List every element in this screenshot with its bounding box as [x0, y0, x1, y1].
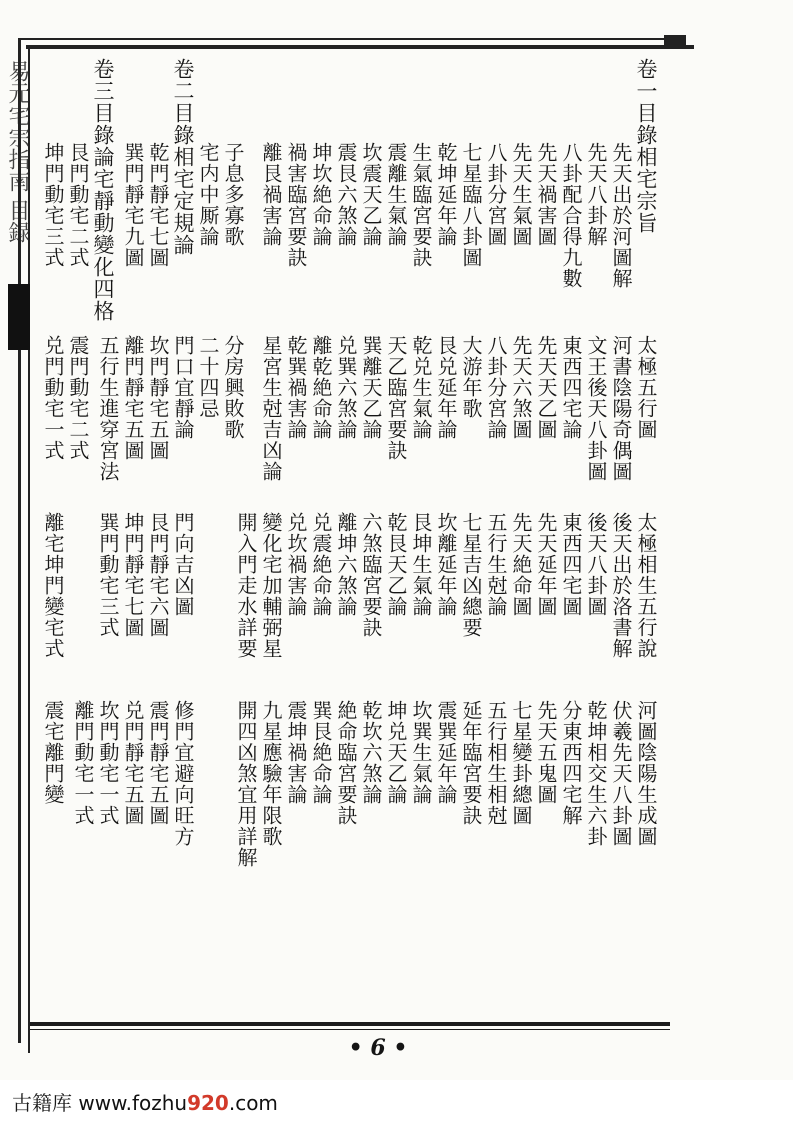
col-84: 巽艮絶命論 [309, 700, 333, 805]
col-53: 先天延年圖 [534, 512, 558, 617]
col-89: 震門靜宅五圖 [146, 700, 170, 826]
col-13: 震艮六煞論 [334, 142, 358, 247]
footer-site-name: 古籍库 [12, 1091, 72, 1115]
col-70: 離宅坤門變宅式 [41, 512, 65, 659]
col-45: 離門靜宅五圖 [121, 335, 145, 461]
col-72: 伏羲先天八卦圖 [609, 700, 633, 847]
col-92: 離門動宅一式 [71, 700, 95, 826]
col-49: 太極相生五行說 [634, 512, 658, 659]
col-40: 星宮生尅吉凶論 [259, 335, 283, 482]
col-4: 八卦配合得九數 [559, 142, 583, 289]
col-42: 二十四忌 [196, 335, 220, 419]
col-30: 先天六煞圖 [509, 335, 533, 440]
col-32: 大游年歌 [459, 335, 483, 419]
footer-url-number: 920 [187, 1091, 229, 1115]
col-57: 坎離延年論 [434, 512, 458, 617]
col-83: 絶命臨宮要訣 [334, 700, 358, 826]
col-82: 乾坎六煞論 [359, 700, 383, 805]
col-10: 生氣臨宮要訣 [409, 142, 433, 268]
col-93: 震宅離門變 [41, 700, 65, 805]
col-12: 坎震天乙論 [359, 142, 383, 247]
col-51: 後天八卦圖 [584, 512, 608, 617]
col-64: 變化宅加輔弼星 [259, 512, 283, 659]
col-68: 坤門靜宅七圖 [121, 512, 145, 638]
col-78: 延年臨宮要訣 [459, 700, 483, 826]
col-43: 門口宜靜論 [171, 335, 195, 440]
col-26: 河書陰陽奇偶圖 [609, 335, 633, 482]
col-87: 開四凶煞宜用詳解 [234, 700, 258, 868]
col-61: 離坤六煞論 [334, 512, 358, 617]
col-17: 子息多寡歌 [221, 142, 245, 247]
col-15: 禍害臨宮要訣 [284, 142, 308, 268]
top-right-mark [664, 35, 686, 49]
col-41: 分房興敗歌 [221, 335, 245, 440]
col-20: 乾門靜宅七圖 [146, 142, 170, 268]
col-19: 卷二目錄相宅定規論 [171, 58, 195, 256]
col-28: 東西四宅論 [559, 335, 583, 440]
spine-title-text: 易元宅宗指南 目録 [5, 60, 30, 243]
col-23: 艮門動宅二式 [66, 142, 90, 268]
col-54: 先天絶命圖 [509, 512, 533, 617]
col-47: 震門動宅二式 [66, 335, 90, 461]
col-8: 七星臨八卦圖 [459, 142, 483, 268]
col-91: 坎門動宅一式 [96, 700, 120, 826]
spine-title [0, 52, 30, 912]
col-71: 河圖陰陽生成圖 [634, 700, 658, 847]
spine-black-block [8, 284, 30, 350]
col-69: 巽門動宅三式 [96, 512, 120, 638]
col-21: 巽門靜宅九圖 [121, 142, 145, 268]
col-22: 卷三目錄論宅靜動變化四格 [91, 58, 115, 322]
col-52: 東西四宅圖 [559, 512, 583, 617]
col-80: 坎巽生氣論 [409, 700, 433, 805]
col-88: 修門宜避向旺方 [171, 700, 195, 847]
col-14: 坤坎絶命論 [309, 142, 333, 247]
col-16: 離艮禍害論 [259, 142, 283, 247]
col-44: 坎門靜宅五圖 [146, 335, 170, 461]
col-66: 門向吉凶圖 [171, 512, 195, 617]
col-50: 後天出於洛書解 [609, 512, 633, 659]
top-border-rule-inner [26, 45, 694, 49]
col-38: 離乾絶命論 [309, 335, 333, 440]
col-74: 分東西四宅解 [559, 700, 583, 826]
col-79: 震巽延年論 [434, 700, 458, 805]
footer-url-host: www.fozhu [78, 1091, 188, 1115]
col-90: 兑門靜宅五圖 [121, 700, 145, 826]
col-56: 七星吉凶總要 [459, 512, 483, 638]
footer-url-tld: .com [228, 1091, 278, 1115]
col-11: 震離生氣論 [384, 142, 408, 247]
col-25: 太極五行圖 [634, 335, 658, 440]
col-24: 坤門動宅三式 [41, 142, 65, 268]
col-55: 五行生尅論 [484, 512, 508, 617]
site-footer [12, 1087, 278, 1116]
col-31: 八卦分宮論 [484, 335, 508, 440]
col-59: 乾艮天乙論 [384, 512, 408, 617]
col-33: 艮兑延年論 [434, 335, 458, 440]
bottom-rule-thin [30, 1029, 670, 1030]
col-27: 文王後天八卦圖 [584, 335, 608, 482]
col-5: 先天禍害圖 [534, 142, 558, 247]
col-3: 先天八卦解 [584, 142, 608, 247]
col-39: 乾巽禍害論 [284, 335, 308, 440]
col-75: 先天五鬼圖 [534, 700, 558, 805]
col-77: 五行相生相尅 [484, 700, 508, 826]
top-border-rule [18, 38, 686, 40]
col-67: 艮門靜宅六圖 [146, 512, 170, 638]
col-62: 兑震絶命論 [309, 512, 333, 617]
col-58: 艮坤生氣論 [409, 512, 433, 617]
col-65: 開入門走水詳要 [234, 512, 258, 659]
col-7: 八卦分宮圖 [484, 142, 508, 247]
col-9: 乾坤延年論 [434, 142, 458, 247]
col-35: 天乙臨宮要訣 [384, 335, 408, 461]
col-76: 七星變卦總圖 [509, 700, 533, 826]
col-81: 坤兑天乙論 [384, 700, 408, 805]
col-63: 兑坎禍害論 [284, 512, 308, 617]
col-37: 兑巽六煞論 [334, 335, 358, 440]
col-18: 宅内中厮論 [196, 142, 220, 247]
col-6: 先天生氣圖 [509, 142, 533, 247]
col-36: 巽離天乙論 [359, 335, 383, 440]
col-73: 乾坤相交生六卦 [584, 700, 608, 847]
col-86: 九星應驗年限歌 [259, 700, 283, 847]
footer-url[interactable] [78, 1091, 278, 1115]
col-85: 震坤禍害論 [284, 700, 308, 805]
col-60: 六煞臨宮要訣 [359, 512, 383, 638]
page-number: • 6 • [348, 1035, 408, 1061]
col-48: 兑門動宅一式 [41, 335, 65, 461]
bottom-rule-thick [30, 1022, 670, 1026]
col-29: 先天天乙圖 [534, 335, 558, 440]
col-2: 先天出於河圖解 [609, 142, 633, 289]
col-1: 卷一目錄相宅宗旨 [634, 58, 658, 234]
col-46: 五行生進穿宮法 [96, 335, 120, 482]
col-34: 乾兑生氣論 [409, 335, 433, 440]
